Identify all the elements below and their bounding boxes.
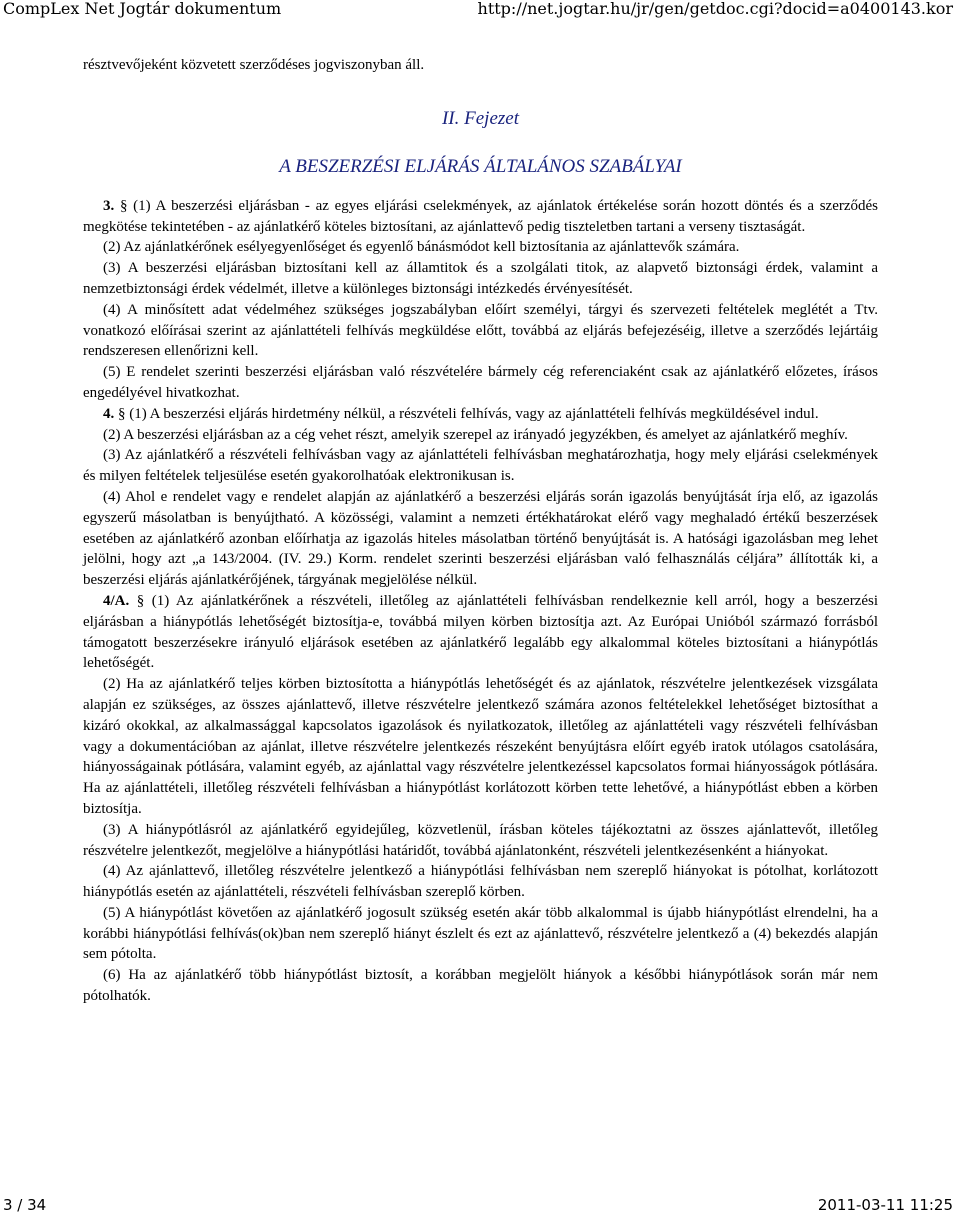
section-3-paragraph-2: (2) Az ajánlatkérőnek esélyegyenlőséget és egyenlő bánásmódot kell biztosítania az ajánlattevők számára. (103, 239, 740, 256)
section-3-paragraph-3: (3) A beszerzési eljárásban biztosítani kell az államtitok és a szolgálati titok, az alapvető biztonsági érdek, valamint a nemzetbiztonsági érdek védelmét, illetve a különleges biztonsági intézkedés érvényesítését. (83, 260, 878, 297)
header-document-title: CompLex Net Jogtár dokumentum (3, 0, 282, 18)
continuation-text: résztvevőjeként közvetett szerződéses jogviszonyban áll. (83, 57, 425, 73)
section-4-paragraph-4: (4) Ahol e rendelet vagy e rendelet alapján az ajánlatkérő a beszerzési eljárás során igazolás benyújtását írja elő, az igazolás egyszerű másolatban is benyújtható. A közösségi, valamint a nemzeti értékhatárokat elérő vagy meghaladó értékű beszerzések esetében az ajánlatkérő azonban előírhatja az igazolás hiteles másolatban történő benyújtását is. A hatósági igazolásban meg lehet jelölni, hogy azt „a 143/2004. (IV. 29.) Korm. rendelet szerinti beszerzési eljárásban való felhasználás céljára” állították ki, a beszerzési eljárás ajánlatkérőjének, tárgyának megjelölése nélkül. (83, 488, 878, 589)
section-4-paragraph-3: (3) Az ajánlatkérő a részvételi felhívásban vagy az ajánlattételi felhívásban meghatározhatja, hogy mely eljárási cselekmények és milyen feltételek teljesülése esetén gyakorolhatóak elektronikusan is. (83, 447, 878, 485)
section-3-paragraph-1: 3. § (1) A beszerzési eljárásban - az egyes eljárási cselekmények, az ajánlatok értékelése során hozott döntés és a szerződés megkötése tekintetében - az ajánlatkérő köteles biztosítani, az ajánlattevő pedig tiszteletben tartani a verseny tisztaságát. (83, 197, 879, 235)
header-url: http://net.jogtar.hu/jr/gen/getdoc.cgi?docid=a0400143.kor (477, 0, 953, 18)
section-4-paragraph-2: (2) A beszerzési eljárásban az a cég vehet részt, amelyik szerepel az irányadó jegyzékben, és amelyet az ajánlatkérő meghív. (103, 426, 848, 443)
section-4a-paragraph-3: (3) A hiánypótlásról az ajánlatkérő egyidejűleg, közvetlenül, írásban köteles tájékoztatni az összes ajánlattevőt, illetőleg részvételre jelentkezőt, megjelölve a hiánypótlási határidőt, továbbá ajánlatonként, részvételi jelentkezésenként a hiányokat. (83, 821, 878, 859)
footer-datetime: 2011-03-11 11:25 (817, 1196, 953, 1214)
document-body (83, 55, 878, 1007)
section-4a-paragraph-6: (6) Ha az ajánlatkérő több hiánypótlást biztosít, a korábban megjelölt hiányok a későbbi hiánypótlások során már nem pótolhatók. (83, 967, 878, 1005)
section-4a-paragraph-5: (5) A hiánypótlást követően az ajánlatkérő jogosult szükség esetén akár több alkalommal is újabb hiánypótlást elrendelni, ha a korábbi hiánypótlási felhívás(ok)ban nem szereplő hiányt észlelt és ezt az ajánlattevő, részvételre jelentkező a (4) bekezdés alapján sem pótolta. (83, 904, 878, 963)
footer-page-number: 3 / 34 (3, 1196, 47, 1214)
chapter-title: A BESZERZÉSI ELJÁRÁS ÁLTALÁNOS SZABÁLYAI (279, 155, 682, 177)
section-number: 3. (103, 197, 115, 214)
section-4a-paragraph-1: 4/A. § (1) Az ajánlatkérőnek a részvételi, illetőleg az ajánlattételi felhívásban rendelkeznie kell arról, hogy a beszerzési eljárásban a hiánypótlás lehetőségét biztosítja-e, továbbá milyen körben biztosítja azt. Az Európai Unióból származó forrásból támogatott beszerzésekre irányuló eljárások esetében az ajánlatkérő legalább egy alkalommal köteles biztosítani a hiánypótlás lehetőségét. (83, 592, 879, 672)
section-3-paragraph-4: (4) A minősített adat védelméhez szükséges jogszabályban előírt személyi, tárgyi és szervezeti feltételek meglétét a Ttv. vonatkozó előírásai szerint az ajánlattételi felhívás megküldése előtt, továbbá az eljárás befejezéséig, illetve a szerződés lejártáig rendszeresen ellenőrizni kell. (83, 301, 878, 360)
section-3-paragraph-5: (5) E rendelet szerinti beszerzési eljárásban való részvételére bármely cég referenciaként csak az ajánlatkérő előzetes, írásos engedélyével hivatkozhat. (83, 364, 878, 401)
chapter-number: II. Fejezet (441, 107, 519, 129)
section-number: 4/A. (103, 592, 130, 609)
section-4a-paragraph-4: (4) Az ajánlattevő, illetőleg részvételre jelentkező a hiánypótlási felhívásban nem szereplő hiányokat is pótolhat, korlátozott hiánypótlás esetén az ajánlattételi, részvételi felhívásban szereplő körben. (83, 863, 878, 901)
section-4a-paragraph-2: (2) Ha az ajánlatkérő teljes körben biztosította a hiánypótlás lehetőségét és az ajánlatok, részvételre jelentkezések vizsgálata alapján ez szükséges, az összes ajánlattevő, illetve részvételre jelentkező számára azonos feltételekkel lehetőséget biztosíthat a kizáró okokkal, az alkalmassággal kapcsolatos igazolások és nyilatkozatok, illetőleg az ajánlattételi vagy részvételi felhívásban vagy a dokumentációban az ajánlat, illetve részvételre jelentkezés részeként benyújtásra előírt egyéb iratok utólagos csatolására, hiányosságainak pótlására, valamint egyéb, az ajánlattal vagy részvételre jelentkezéssel kapcsolatos formai hiányosságok pótlására. Ha az ajánlattételi, illetőleg részvételi felhívásban a hiánypótlást korlátozott körben tette lehetővé, a hiánypótlást ebben a körben biztosítja. (83, 676, 878, 817)
section-number: 4. (103, 405, 115, 422)
section-4-paragraph-1: 4. § (1) A beszerzési eljárás hirdetmény nélkül, a részvételi felhívás, vagy az ajánlattételi felhívás megküldésével indul. (103, 405, 819, 422)
